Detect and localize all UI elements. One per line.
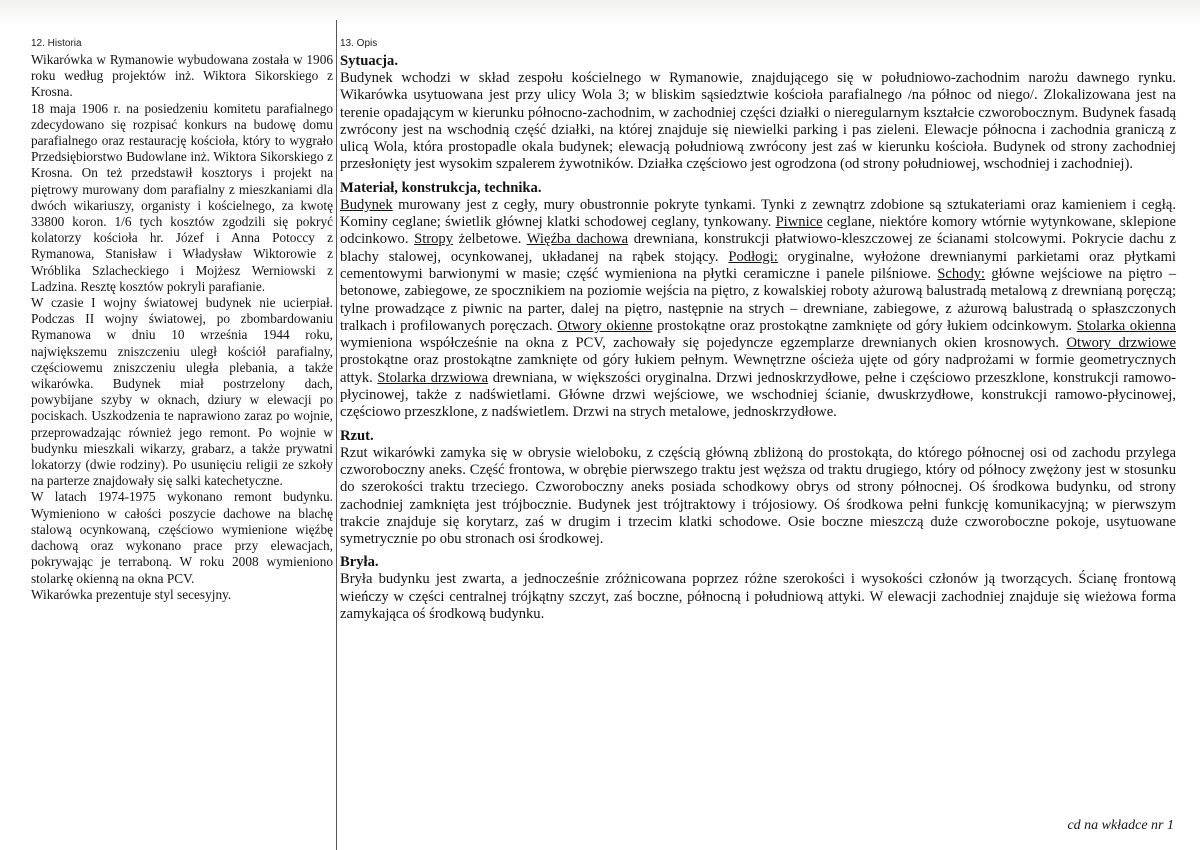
history-heading: 12. Historia — [31, 38, 82, 49]
section-text-sytuacja: Budynek wchodzi w skład zespołu kościelnego w Rymanowie, znajdującego się w południowo-zachodnim narożu dawnego rynku. Wikarówka usytuowana jest przy ulicy Wola 3; w bliskim sąsiedztwie kościoła parafialnego /na północ od niego/. Zlokalizowana jest na terenie opadającym w kierunku północno-zachodnim, w zachodniej części działki o nieregularnym kształcie czworobocznym. Budynek fasadą zwrócony jest na wschodnią część działki, na której znajduje się niewielki parking i pas zieleni. Elewacje północna i zachodnia graniczą z ulicą Wola, która prostopadle okala budynek; elewacją południową zwrócony jest zaś w kierunku kościoła. Budynek od strony zachodniej przesłonięty jest wysokim szpalerem żywotników. Działka częściowo jest ogrodzona (od strony południowej, wschodniej i zachodniej). — [340, 70, 1176, 173]
history-text — [31, 52, 333, 603]
term-wiezba: Więźba dachowa — [526, 231, 629, 248]
term-otwory-drzwiowe: Otwory drzwiowe — [1066, 335, 1176, 352]
text-podlogi: oryginalne, wyłożone drewnianymi parkietami oraz płytkami cementowymi barwionymi w masie; część wymieniona na płytki ceramiczne i panele pilśniowe. — [340, 248, 1176, 282]
text-budynek: murowany jest z cegły, mury obustronnie pokryte tynkami. Tynki z zewnątrz zdobione są sztukateriami oraz kamieniem i cegłą. Kominy ceglane; świetlik głównej klatki schodowej ceglany, tynkowany. — [340, 196, 1176, 231]
text-piwnice: ceglane, niektóre komory wtórnie wytynkowane, sklepione odcinkowo. — [340, 214, 1176, 248]
description-text — [340, 52, 1176, 623]
page-top-edge — [0, 0, 1200, 26]
section-title-sytuacja: Sytuacja. — [340, 53, 398, 69]
term-podlogi: Podłogi: — [728, 248, 778, 265]
description-heading: 13. Opis — [340, 38, 378, 49]
history-paragraph: W czasie I wojny światowej budynek nie ucierpiał. Podczas II wojny światowej, po zbombardowaniu Rymanowa w dniu 10 września 1944 roku, największemu zniszczeniu uległ kościół parafialny, częściowemu zniszczeniu uległa plebania, a także wikarówka. Budynek miał postrzelony dach, powybijane szyby w oknach, dziury w elewacji po pociskach. Uszkodzenia te naprawiono zaraz po wojnie, przeprowadzając również jego remont. Po wojnie w budynku mieszkali wikarzy, grabarz, a także prywatni lokatorzy (dwie rodziny). Po usunięciu religii ze szkoły na parterze znajdowały się salki katechetyczne. — [31, 295, 333, 489]
term-otwory-okienne: Otwory okienne — [557, 317, 653, 334]
history-paragraph: Wikarówka w Rymanowie wybudowana została w 1906 roku według projektów inż. Wiktora Sikorskiego z Krosna. — [31, 52, 333, 100]
section-text-material — [340, 197, 1176, 422]
term-stropy: Stropy — [414, 231, 454, 248]
section-title-bryla: Bryła. — [340, 554, 379, 571]
term-budynek: Budynek — [340, 196, 393, 213]
text-otwory-drzwiowe: prostokątne oraz prostokątne zamknięte od góry łukiem pełnym. Wewnętrzne ościeża ujęte od góry nadprożami w formie geometrycznych attyk. — [340, 352, 1176, 386]
text-wiezba: drewniana, konstrukcji płatwiowo-kleszczowej ze ścianami stolcowymi. Pokrycie dachu z blachy stalowej, ocynkowanej, układanej na rąbek stojący. — [340, 231, 1177, 265]
history-paragraph: W latach 1974-1975 wykonano remont budynku. Wymieniono w całości poszycie dachowe na blachę stalową ocynkowaną, częściowo wymienione więźbę dachową oraz wykonano prace przy elewacjach, pokrywając je terraboną. W roku 2008 wymieniono stolarkę okienną na okna PCV. — [31, 489, 333, 586]
description-column — [340, 30, 1176, 842]
section-title-rzut: Rzut. — [340, 427, 374, 444]
term-piwnice: Piwnice — [775, 214, 823, 231]
column-divider — [336, 20, 337, 850]
section-text-rzut: Rzut wikarówki zamyka się w obrysie wieloboku, z częścią główną zbliżoną do prostokąta, do którego północnej osi od zachodu przylega czworoboczny aneks. Część frontowa, w obrębie pierwszego traktu jest węższa od traktu drugiego, który od północy zwężony jest w stosunku do szerokości traktu trzeciego. Czworoboczny aneks posiada schodkowy obrys od strony północnej. Oś środkowa budynku, od strony zachodniej zamknięta jest trójbocznie. Budynek jest trójtraktowy i trójosiowy. Oś środkowa pełni funkcję komunikacyjną; w pierwszym trakcie znajduje się korytarz, zaś w drugim i trzecim klatki schodowe. Osie boczne mieszczą duże czworoboczne pokoje, usytuowane symetrycznie po obu stronach osi środkowej. — [340, 444, 1176, 548]
section-text-bryla: Bryła budynku jest zwarta, a jednocześnie zróżnicowana poprzez różne szerokości i wysokości członów ją tworzących. Ścianę frontową wieńczy w części centralnej trójkątny szczyt, zaś boczne, północną i południową attyki. W elewacji zachodniej znajduje się wieżowa forma zamykająca oś środkową budynku. — [340, 571, 1176, 623]
history-paragraph: Wikarówka prezentuje styl secesyjny. — [31, 586, 232, 602]
text-stolarka-okienna: wymieniona współcześnie na okna z PCV, zachowały się pojedyncze egzemplarze drewnianych okien krosnowych. — [340, 335, 1067, 352]
section-title-material: Materiał, konstrukcja, technika. — [340, 179, 542, 196]
text-stolarka-drzwiowa: drewniana, w większości oryginalna. Drzwi jednoskrzydłowe, pełne i częściowo przeszklone, konstrukcji ramowo-płycinowej, także z nadświetlami. Główne drzwi wejściowe, we wschodniej ścianie, dwuskrzydłowe, konstrukcji ramowo-płycinowej, częściowo przeszklone, z nadświetlem. Drzwi na strych metalowe, jednoskrzydłowe. — [340, 369, 1176, 421]
term-stolarka-okienna: Stolarka okienna — [1076, 317, 1176, 334]
text-otwory-okienne: prostokątne oraz prostokątne zamknięte od góry łukiem odcinkowym. — [652, 317, 1077, 334]
history-column — [31, 30, 333, 842]
term-stolarka-drzwiowa: Stolarka drzwiowa — [377, 369, 489, 386]
text-stropy: żelbetowe. — [453, 231, 527, 248]
text-schody: główne wejściowe na piętro – betonowe, zabiegowe, ze spocznikiem na poziomie wejścia na piętro, z kowalskiej roboty ażurową balustradą metalową z drewnianą poręczą; tylne prowadzące z piwnic na parter, dalej na piętro, następnie na strych – drewniane, zabiegowe, z ażurową balustradą o spłaszczonych tralkach i profilowanych poręczach. — [340, 265, 1176, 334]
continuation-note: cd na wkładce nr 1 — [1067, 818, 1174, 833]
history-paragraph: 18 maja 1906 r. na posiedzeniu komitetu parafialnego zdecydowano się rozpisać konkurs na budowę domu parafialnego oraz restaurację kościoła, który to wygrało Przedsiębiorstwo Budowlane inż. Wiktora Sikorskiego z Krosna. On też przedstawił kosztorys i projekt na piętrowy murowany dom parafialny z mieszkaniami dla dwóch wikariuszy, organisty i kościelnego, za kwotę 33800 koron. 1/6 tych kosztów zgodzili się pokryć kolatorzy kościoła hr. Józef i Anna Potoccy z Rymanowa, Stanisław i Władysław Wiktorowie z Wróblika Szlacheckiego i Mojżesz Werniowski z Ladzina. Resztę kosztów pokryli parafianie. — [31, 100, 333, 294]
term-schody: Schody: — [937, 265, 986, 282]
